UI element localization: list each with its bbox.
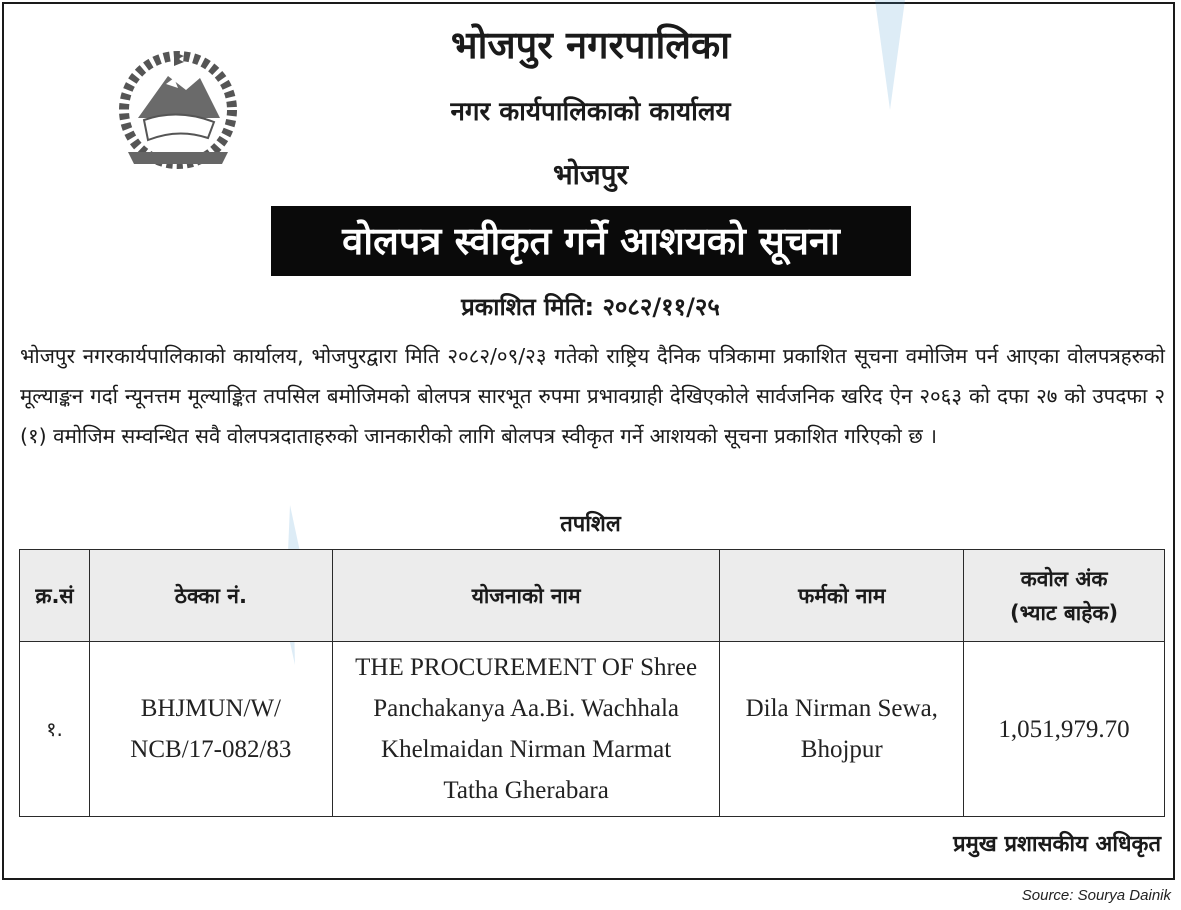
- cell-serial: १.: [20, 642, 90, 817]
- notice-title-banner: वोलपत्र स्वीकृत गर्ने आशयको सूचना: [271, 206, 911, 276]
- table-row: [20, 642, 1165, 817]
- bid-table: [19, 549, 1165, 817]
- details-heading: तपशिल: [560, 512, 621, 537]
- cell-project-name: [332, 642, 720, 817]
- col-bid-header-line1: कवोल अंक: [1020, 566, 1108, 591]
- contract-no-text: BHJMUN/W/ NCB/17-082/83: [130, 695, 292, 763]
- col-bid-header: [964, 550, 1165, 642]
- cell-contract-no: [89, 642, 332, 817]
- office-title: नगर कार्यपालिकाको कार्यालय: [450, 97, 731, 127]
- location-title: भोजपुर: [552, 158, 629, 191]
- published-date: प्रकाशित मिति: २०८२/११/२५: [461, 293, 720, 321]
- cell-firm-name: [720, 642, 964, 817]
- source-credit: Source: Sourya Dainik: [1021, 887, 1171, 904]
- col-contract-header: ठेक्का नं.: [89, 550, 332, 642]
- firm-name-text: Dila Nirman Sewa, Bhojpur: [745, 695, 938, 763]
- notice-body: भोजपुर नगरकार्यपालिकाको कार्यालय, भोजपुरद्वारा मिति २०८२/०९/२३ गतेको राष्ट्रिय दैनिक पत्रिकामा प्रकाशित सूचना वमोजिम पर्न आएका वोलपत्रहरुको मूल्याङ्कन गर्दा न्यूनत्तम मूल्याङ्कित तपसिल बमोजिमको बोलपत्र सारभूत रुपमा प्रभावग्राही देखिएकोले सार्वजनिक खरिद ऐन २०६३ को दफा २७ को उपदफा २ (१) वमोजिम सम्वन्धित सवै वोलपत्रदाताहरुको जानकारीको लागि बोलपत्र स्वीकृत गर्ने आशयको सूचना प्रकाशित गरिएको छ ।: [20, 344, 1165, 448]
- signature-title: प्रमुख प्रशासकीय अधिकृत: [953, 832, 1161, 857]
- col-firm-header: फर्मको नाम: [720, 550, 964, 642]
- cell-bid-amount: 1,051,979.70: [964, 642, 1165, 817]
- table-header-row: [20, 550, 1165, 642]
- project-name-text: THE PROCUREMENT OF Shree Panchakanya Aa.Bi. Wachhala Khelmaidan Nirman Marmat Tatha Gherabara: [355, 654, 698, 804]
- col-bid-header-line2: (भ्याट बाहेक): [1009, 600, 1119, 625]
- col-serial-header: क्र.सं: [20, 550, 90, 642]
- col-project-header: योजनाको नाम: [332, 550, 720, 642]
- municipality-title: भोजपुर नगरपालिका: [450, 23, 731, 67]
